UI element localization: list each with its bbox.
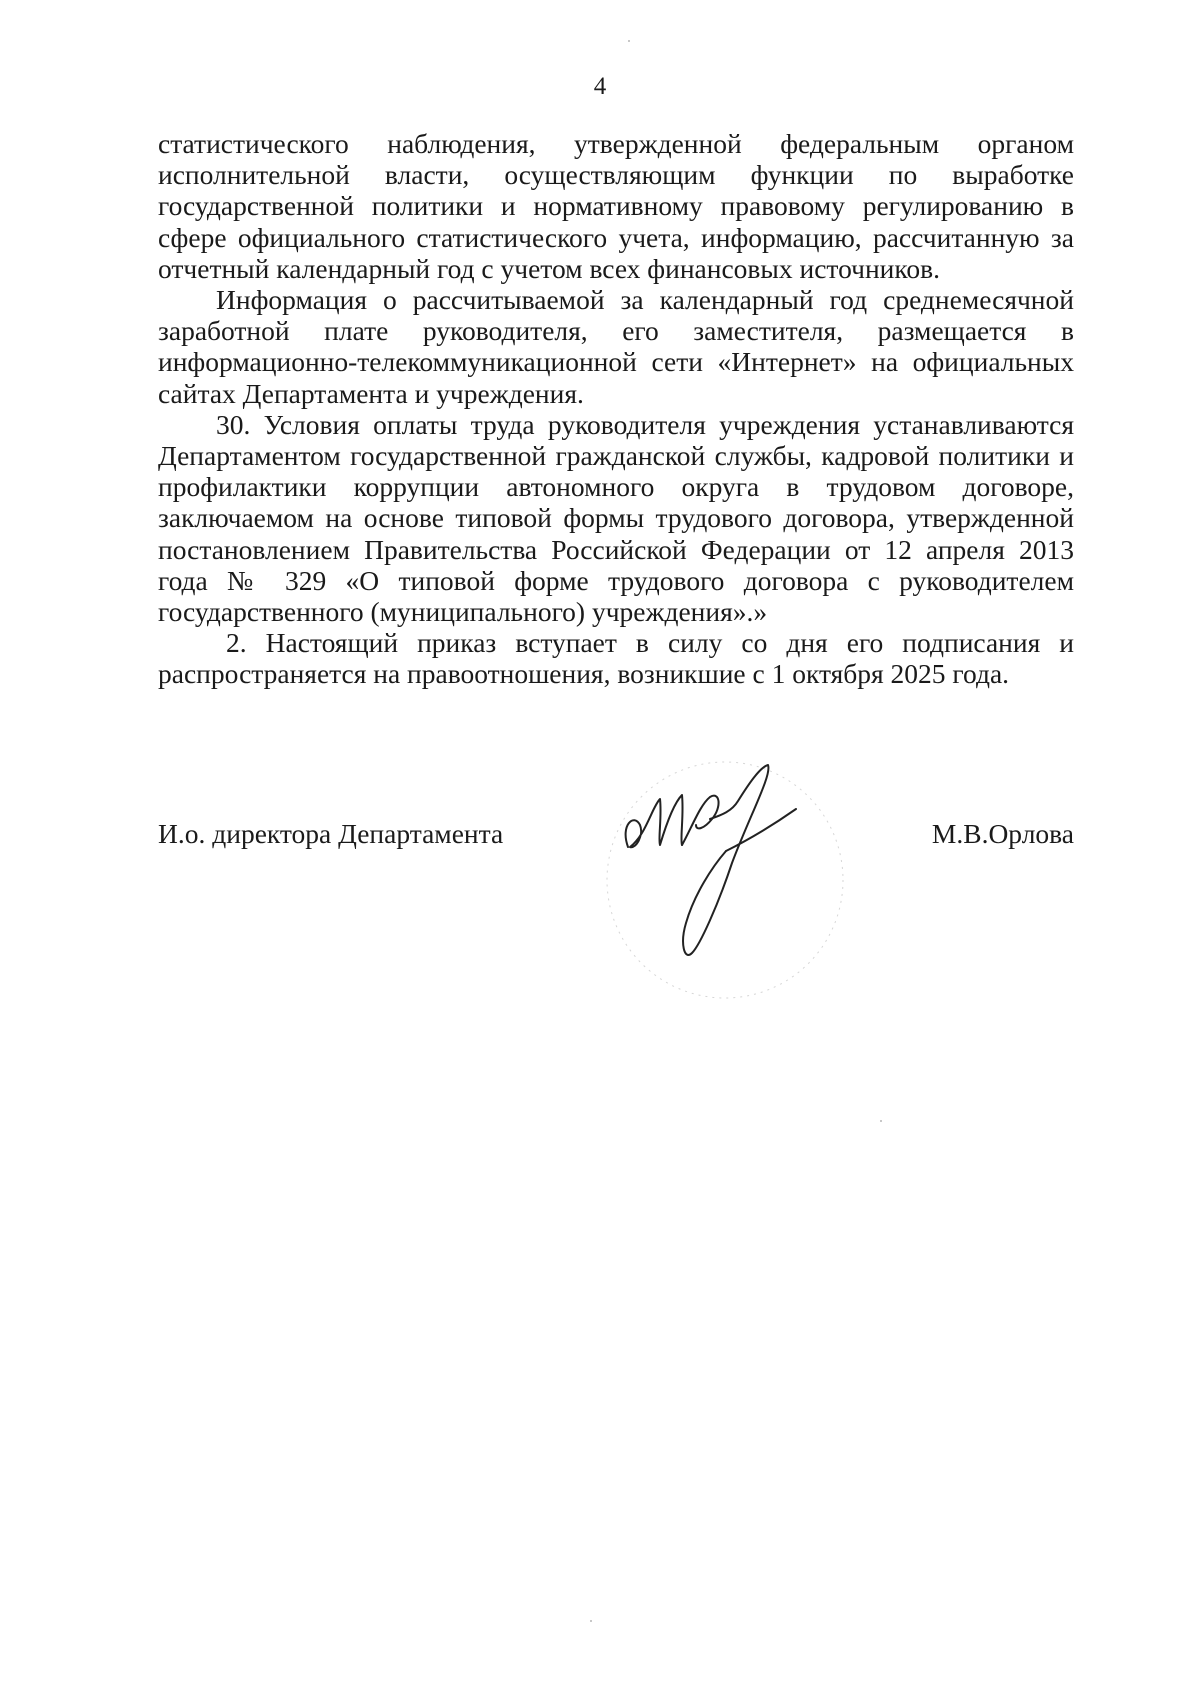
- signature-stroke-1: [626, 795, 683, 847]
- paragraph-clause-30: 30. Условия оплаты труда руководителя учреждения устанавливаются Департаментом государственной гражданской службы, кадровой политики и профилактики коррупции автономного округа в трудовом договоре, заключаемом на основе типовой формы трудового договора, утвержденной постановлением Правительства Российской Федерации от 12 апреля 2013 года № 329 «О типовой форме трудового договора с руководителем государственного (муниципального) учреждения».»: [158, 408, 1074, 628]
- handwritten-signature: [600, 755, 880, 1015]
- signature-stroke-3: [683, 765, 768, 955]
- scan-speck: [880, 1120, 882, 1122]
- scan-speck: [628, 40, 630, 42]
- stamp-impression: [607, 762, 843, 998]
- signature-stroke-2: [682, 796, 719, 845]
- signer-name: М.В.Орлова: [931, 818, 1074, 849]
- document-body: [158, 128, 1074, 690]
- signature-stroke-4: [726, 809, 796, 851]
- paragraph-continuation: статистического наблюдения, утвержденной федеральным органом исполнительной власти, осуществляющим функции по выработке государственной политики и нормативному правовому регулированию в сфере официального статистического учета, информацию, рассчитанную за отчетный календарный год с учетом всех финансовых источников.: [158, 128, 1074, 284]
- signer-title: И.о. директора Департамента: [158, 818, 504, 849]
- page-number: 4: [593, 73, 607, 100]
- paragraph-salary-info: Информация о рассчитываемой за календарный год среднемесячной заработной плате руководителя, его заместителя, размещается в информационно-телекоммуникационной сети «Интернет» на официальных сайтах Департамента и учреждения.: [158, 284, 1074, 409]
- scan-speck: [590, 1620, 592, 1622]
- paragraph-effective-date: 2. Настоящий приказ вступает в силу со дня его подписания и распространяется на правоотношения, возникшие с 1 октября 2025 года.: [158, 627, 1074, 690]
